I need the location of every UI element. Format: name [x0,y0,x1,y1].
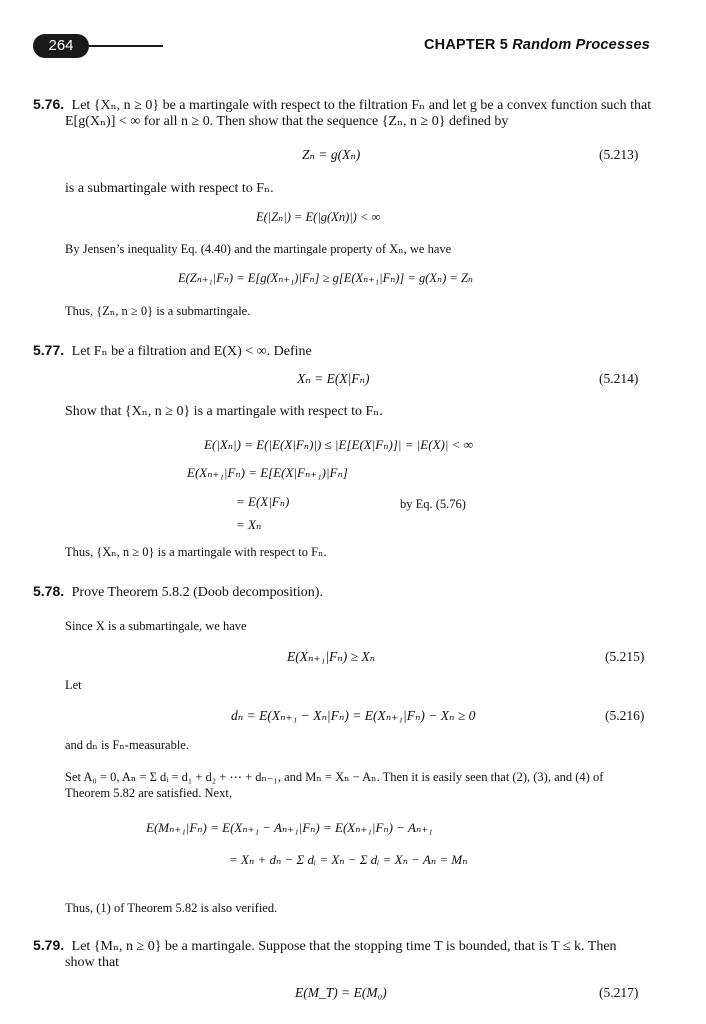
equation-5-215: E(Xₙ₊₁|Fₙ) ≥ Xₙ [287,649,376,664]
problem-5-79-line2: show that [65,955,120,970]
solution-text: Let [65,678,82,692]
solution-conclusion: Thus, {Xₙ, n ≥ 0} is a martingale with respect to Fₙ. [65,545,327,559]
solution-equation: = Xₙ [236,517,262,532]
solution-equation: E(Zₙ₊₁|Fₙ) = E[g(Xₙ₊₁)|Fₙ] ≥ g[E(Xₙ₊₁|Fₙ)] = g(Xₙ) = Zₙ [178,271,473,285]
solution-text: Since X is a submartingale, we have [65,619,247,633]
problem-statement: Let {Xₙ, n ≥ 0} be a martingale with respect to the filtration Fₙ and let g be a convex function such that [71,98,652,113]
problem-5-79-line1 [33,936,617,956]
solution-text: Theorem 5.82 are satisfied. Next, [65,786,232,800]
problem-statement: Let {Mₙ, n ≥ 0} be a martingale. Suppose that the stopping time T is bounded, that is T ≤ k. Then [71,939,617,954]
equation-number: (5.217) [599,985,639,1000]
problem-number: 5.76. [33,96,65,112]
solution-equation: E(|Xₙ|) = E(|E(X|Fₙ)|) ≤ |E[E(X|Fₙ)]| = |E(X)| < ∞ [204,437,473,452]
problem-statement: Prove Theorem 5.8.2 (Doob decomposition). [71,585,323,600]
equation-5-213: Zₙ = g(Xₙ) [302,147,361,162]
header-rule [89,45,163,47]
solution-equation: E(Xₙ₊₁|Fₙ) = E[E(X|Fₙ₊₁)|Fₙ] [187,465,348,480]
problem-5-76-line1 [33,95,651,115]
solution-equation: E(Mₙ₊₁|Fₙ) = E(Xₙ₊₁ − Aₙ₊₁|Fₙ) = E(Xₙ₊₁|Fₙ) − Aₙ₊₁ [146,820,433,835]
solution-equation: = E(X|Fₙ) [236,494,290,509]
solution-conclusion: Thus, (1) of Theorem 5.82 is also verified. [65,901,278,915]
equation-reference: by Eq. (5.76) [400,497,466,511]
problem-statement: Let Fₙ be a filtration and E(X) < ∞. Define [71,344,312,359]
problem-5-77-after-eq: Show that {Xₙ, n ≥ 0} is a martingale with respect to Fₙ. [65,404,383,419]
solution-equation: = Xₙ + dₙ − Σ dᵢ = Xₙ − Σ dᵢ = Xₙ − Aₙ = Mₙ [229,852,468,867]
solution-conclusion: Thus, {Zₙ, n ≥ 0} is a submartingale. [65,304,251,318]
problem-number: 5.78. [33,583,65,599]
solution-text: Set A₀ = 0, Aₙ = Σ dᵢ = d₁ + d₂ + ⋯ + dₙ₋₁, and Mₙ = Xₙ − Aₙ. Then it is easily seen that (2), (3), and (4) of [65,770,604,784]
equation-number: (5.215) [605,649,645,664]
problem-5-78-line1 [33,582,323,602]
problem-5-76-line2: E[g(Xₙ)] < ∞ for all n ≥ 0. Then show that the sequence {Zₙ, n ≥ 0} defined by [65,114,509,129]
equation-5-214: Xₙ = E(X|Fₙ) [297,371,370,386]
problem-5-76-after-eq: is a submartingale with respect to Fₙ. [65,181,274,196]
chapter-heading [424,37,650,53]
equation-number: (5.216) [605,708,645,723]
solution-equation: E(|Zₙ|) = E(|g(Xn)|) < ∞ [256,210,381,224]
solution-text: By Jensen’s inequality Eq. (4.40) and the martingale property of Xₙ, we have [65,242,452,256]
equation-5-216: dₙ = E(Xₙ₊₁ − Xₙ|Fₙ) = E(Xₙ₊₁|Fₙ) − Xₙ ≥ 0 [231,708,476,723]
solution-text: and dₙ is Fₙ-measurable. [65,738,189,752]
equation-5-217: E(M_T) = E(M₀) [295,985,387,1000]
problem-number: 5.77. [33,342,65,358]
chapter-label: CHAPTER 5 [424,37,508,53]
page-number-badge: 264 [33,34,89,58]
problem-number: 5.79. [33,937,65,953]
equation-number: (5.213) [599,147,639,162]
chapter-title: Random Processes [512,37,651,53]
equation-number: (5.214) [599,371,639,386]
problem-5-77-line1 [33,341,312,361]
